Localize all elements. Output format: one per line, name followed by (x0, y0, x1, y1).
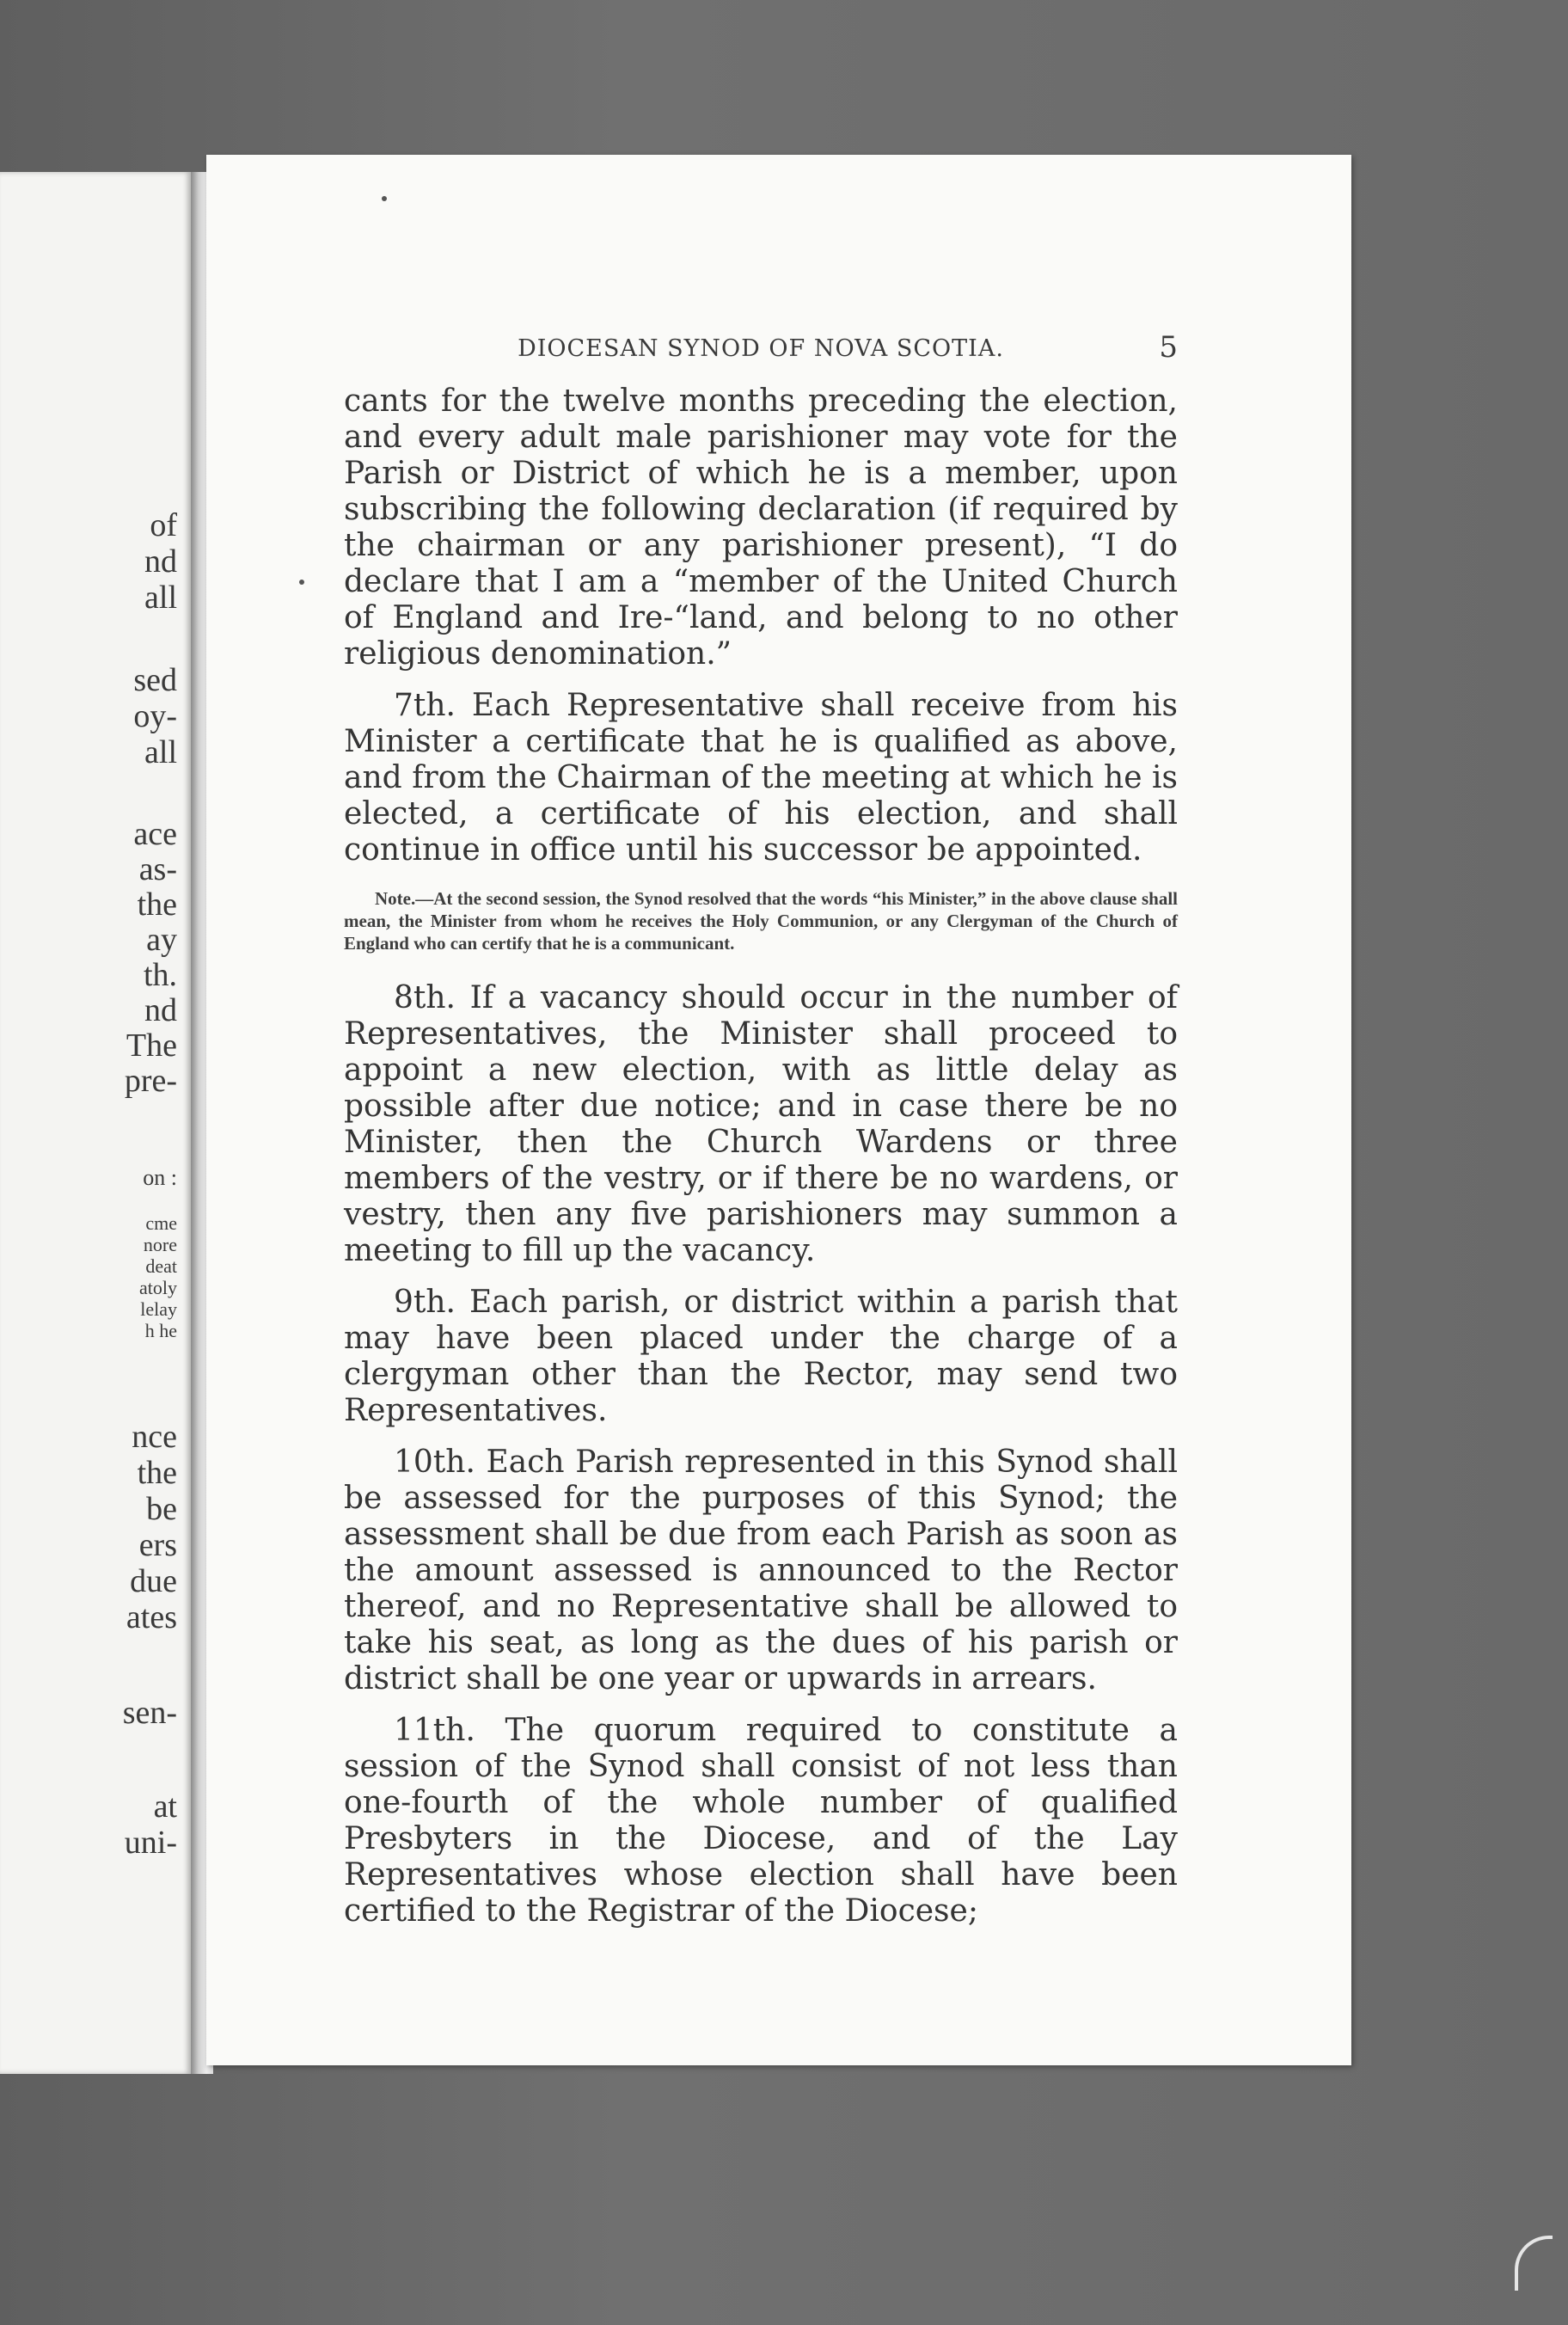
paragraph-11th: 11th. The quorum required to constitute a session of the Synod shall consist of not less than one-fourth of the whole number of qualified Presbyters in the Diocese, and of the Lay Representatives whose election shall have been certified to the Registrar of the Diocese; (344, 1713, 1178, 1929)
page-content (344, 330, 1178, 1929)
paragraph-8th: 8th. If a vacancy should occur in the number of Representatives, the Minister shall proceed to appoint a new election, with as little delay as possible after due notice; and in case there be no Minister, then the Church Wardens or three members of the vestry, or if there be no wardens, or vestry, then any five parishioners may summon a meeting to fill up the vacancy. (344, 980, 1178, 1268)
note-paragraph: Note.—At the second session, the Synod resolved that the words “his Minister,” in the above clause shall mean, the Minister from whom he receives the Holy Communion, or any Clergyman of the Church of England who can certify that he is a communicant. (344, 888, 1178, 954)
left-page-text-fragment: sed oy- all (133, 662, 177, 770)
paragraph-continuation: cants for the twelve months preceding the election, and every adult male parishioner may vote for the Parish or District of which he is a member, upon subscribing the following declaration (if required by the chairman or any parishioner present), “I do declare that I am a “member of the United Church of England and Ire-“land, and belong to no other religious denomination.” (344, 383, 1178, 672)
paragraph-7th: 7th. Each Representative shall receive from his Minister a certificate that he is qualified as above, and from the Chairman of the meeting at which he is elected, a certificate of his election, and shall continue in office until his successor be appointed. (344, 688, 1178, 868)
paragraph-10th: 10th. Each Parish represented in this Synod shall be assessed for the purposes of this Synod; the assessment shall be due from each Parish as soon as the amount assessed is announced to the Rector thereof, and no Representative shall be allowed to take his seat, as long as the dues of his parish or district shall be one year or upwards in arrears. (344, 1445, 1178, 1696)
paragraph-9th: 9th. Each parish, or district within a parish that may have been placed under the charge of a clergyman other than the Rector, may send two Representatives. (344, 1285, 1178, 1428)
left-page-text-fragment: at uni- (124, 1788, 177, 1861)
page-speck (382, 196, 387, 201)
running-head: DIOCESAN SYNOD OF NOVA SCOTIA. (518, 335, 1004, 362)
document-page (206, 155, 1351, 2065)
left-page-text-fragment: nce the be ers due ates (126, 1419, 177, 1635)
left-page-text-fragment: on : (143, 1165, 177, 1190)
page-header (344, 330, 1178, 383)
left-page-note-fragment: cme nore deat atoly lelay h he (139, 1212, 177, 1341)
left-page-text-fragment: ace as- the ay th. nd The pre- (124, 816, 177, 1099)
left-page-text-fragment: sen- (122, 1695, 177, 1731)
page-speck (299, 580, 304, 585)
left-page-text-fragment: of nd all (144, 507, 177, 616)
page-number: 5 (1159, 330, 1178, 365)
previous-page-edge (0, 172, 191, 2074)
